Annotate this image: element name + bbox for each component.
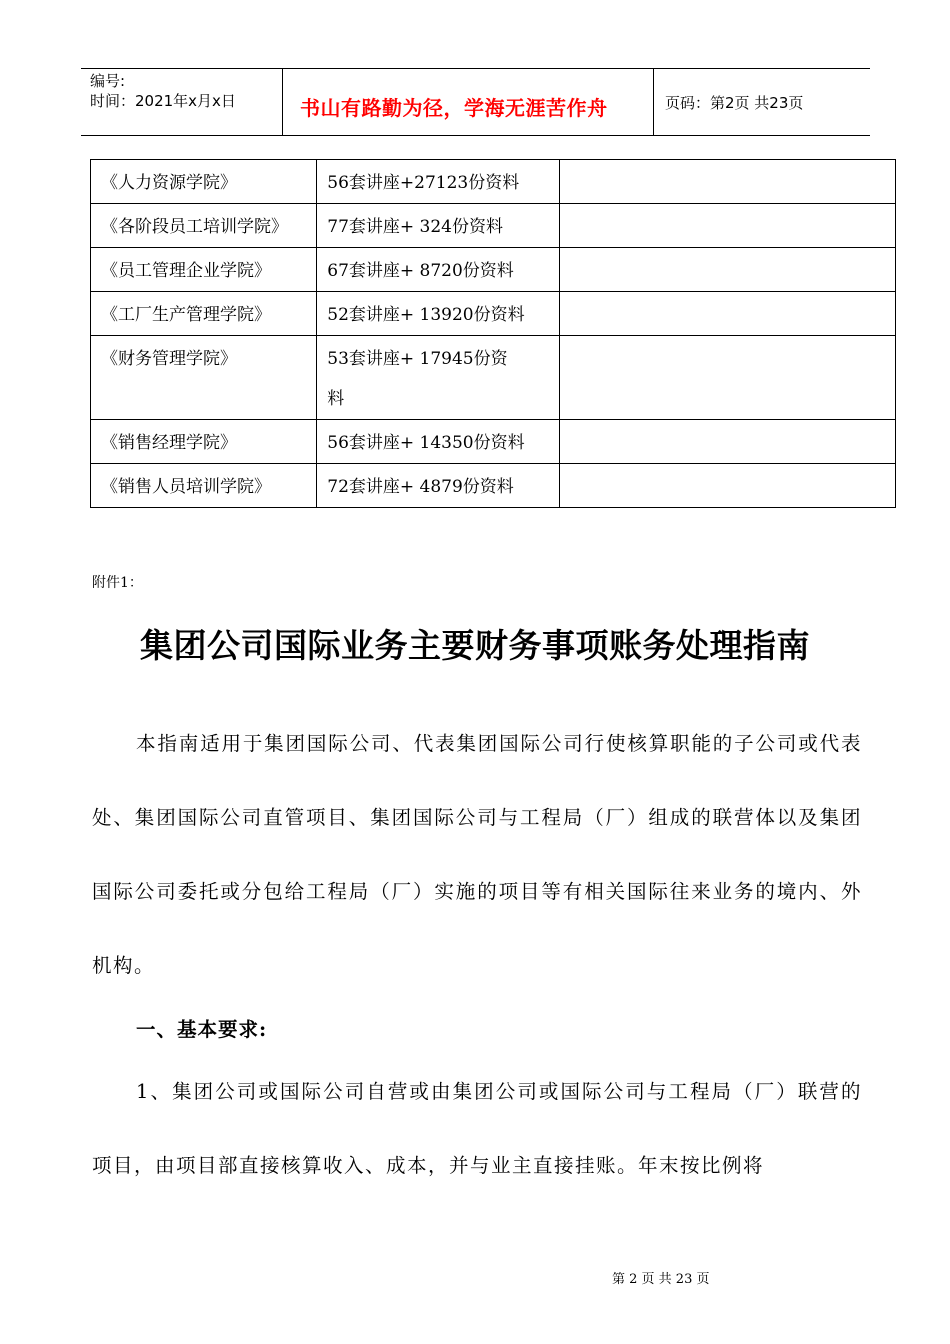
header-divider-right [653,69,654,135]
table-cell-content: 53套讲座+ 17945份资料 [317,336,559,420]
table-cell-content: 56套讲座+27123份资料 [317,160,559,204]
table-cell-content: 67套讲座+ 8720份资料 [317,248,559,292]
header-number-label: 编号: [90,72,126,90]
table-cell-note [559,204,895,248]
header-bottom-rule [81,135,870,136]
table-row [91,292,896,336]
table-cell-name: 《财务管理学院》 [91,336,317,420]
table-row [91,160,896,204]
section-heading-basic-requirements: 一、基本要求: [136,1018,268,1041]
table-row [91,204,896,248]
table-cell-name: 《销售人员培训学院》 [91,464,317,508]
header-divider-left [282,69,283,135]
table-cell-note [559,420,895,464]
table-cell-note [559,292,895,336]
table-cell-name: 《销售经理学院》 [91,420,317,464]
table-row [91,420,896,464]
header-motto: 书山有路勤为径，学海无涯苦作舟 [300,96,608,120]
table-cell-name: 《员工管理企业学院》 [91,248,317,292]
header-time-label: 时间：2021年x月x日 [90,92,236,110]
table-row [91,248,896,292]
table-cell-note [559,336,895,420]
page-footer: 第 2 页 共 23 页 [612,1272,710,1287]
document-title: 集团公司国际业务主要财务事项账务处理指南 [140,626,810,665]
table-cell-content: 52套讲座+ 13920份资料 [317,292,559,336]
header-top-rule [81,68,870,69]
table-cell-note [559,160,895,204]
section1-item1-paragraph: 1、集团公司或国际公司自营或由集团公司或国际公司与工程局（厂）联营的项目，由项目部直接核算收入、成本，并与业主直接挂账。年末按比例将 [92,1080,862,1177]
intro-paragraph: 本指南适用于集团国际公司、代表集团国际公司行使核算职能的子公司或代表处、集团国际公司直管项目、集团国际公司与工程局（厂）组成的联营体以及集团国际公司委托或分包给工程局（厂）实施的项目等有相关国际往来业务的境内、外机构。 [92,732,862,977]
table-cell-name: 《工厂生产管理学院》 [91,292,317,336]
table-cell-content: 56套讲座+ 14350份资料 [317,420,559,464]
resources-table [90,159,896,508]
table-cell-name: 《各阶段员工培训学院》 [91,204,317,248]
table-cell-note [559,248,895,292]
table-row [91,464,896,508]
table-cell-name: 《人力资源学院》 [91,160,317,204]
table-cell-content: 72套讲座+ 4879份资料 [317,464,559,508]
table-cell-note [559,464,895,508]
table-cell-content: 77套讲座+ 324份资料 [317,204,559,248]
table-row [91,336,896,420]
header-page-info: 页码：第2页 共23页 [665,94,804,112]
attachment-label: 附件1： [92,575,143,591]
